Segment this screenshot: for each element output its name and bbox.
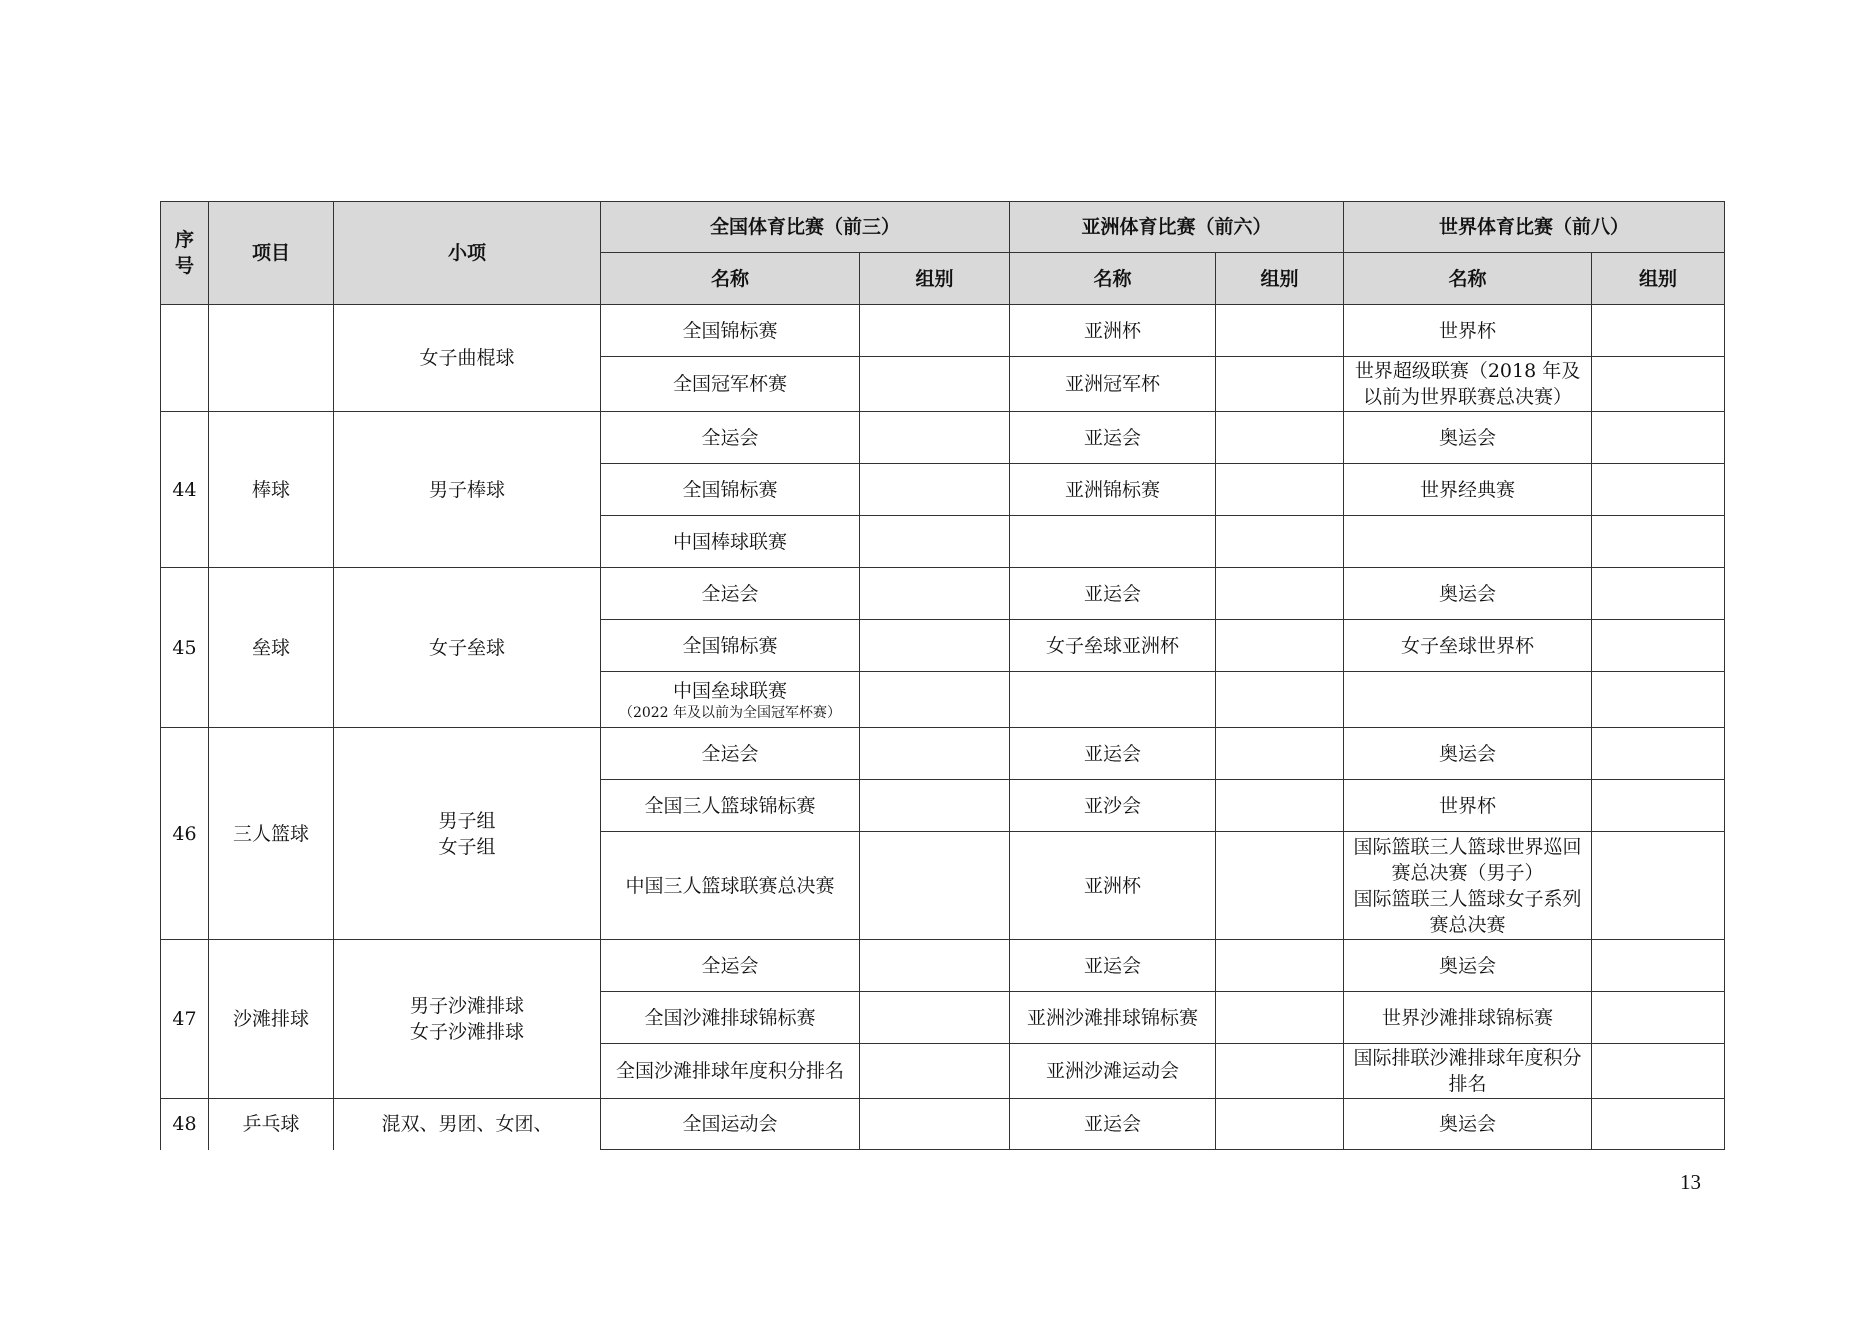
table-row <box>161 412 1725 464</box>
asian-group <box>1216 832 1344 940</box>
sub-item-cell: 男子棒球 <box>334 412 601 568</box>
national-group <box>860 832 1010 940</box>
world-name: 奥运会 <box>1344 568 1592 620</box>
world-name <box>1344 672 1592 728</box>
asian-name: 亚洲杯 <box>1010 832 1216 940</box>
national-name: 全国三人篮球锦标赛 <box>601 780 860 832</box>
header-seq: 序号 <box>161 202 209 305</box>
world-name: 国际排联沙滩排球年度积分排名 <box>1344 1044 1592 1099</box>
world-name-line: 国际篮联三人篮球女子系列赛总决赛 <box>1353 887 1582 936</box>
header-asian: 亚洲体育比赛（前六） <box>1010 202 1344 253</box>
asian-name: 亚运会 <box>1010 728 1216 780</box>
table-row <box>161 1099 1725 1150</box>
world-group <box>1592 832 1725 940</box>
sub-item-cell <box>334 940 601 1099</box>
seq-cell: 47 <box>161 940 209 1099</box>
table-row <box>161 940 1725 992</box>
item-cell: 棒球 <box>209 412 334 568</box>
header-group: 组别 <box>1592 253 1725 305</box>
national-name-note: （2022 年及以前为全国冠军杯赛） <box>618 704 842 721</box>
national-name: 全运会 <box>601 412 860 464</box>
sub-item-cell: 女子曲棍球 <box>334 305 601 412</box>
world-group <box>1592 568 1725 620</box>
asian-name: 亚运会 <box>1010 940 1216 992</box>
header-world: 世界体育比赛（前八） <box>1344 202 1725 253</box>
world-group <box>1592 1099 1725 1150</box>
item-cell <box>209 305 334 412</box>
world-name-line: 国际篮联三人篮球世界巡回赛总决赛（男子） <box>1353 835 1582 884</box>
world-group <box>1592 992 1725 1044</box>
asian-group <box>1216 568 1344 620</box>
national-name: 全运会 <box>601 728 860 780</box>
sub-item-line: 男子组 <box>438 809 496 832</box>
world-name <box>1344 832 1592 940</box>
asian-group <box>1216 728 1344 780</box>
national-group <box>860 412 1010 464</box>
national-name: 全国运动会 <box>601 1099 860 1150</box>
world-name: 世界经典赛 <box>1344 464 1592 516</box>
asian-name: 亚运会 <box>1010 412 1216 464</box>
national-group <box>860 464 1010 516</box>
world-group <box>1592 412 1725 464</box>
national-name: 全运会 <box>601 568 860 620</box>
world-group <box>1592 940 1725 992</box>
national-group <box>860 780 1010 832</box>
world-group <box>1592 464 1725 516</box>
asian-group <box>1216 412 1344 464</box>
sub-item-line: 女子组 <box>438 835 496 858</box>
national-name: 中国棒球联赛 <box>601 516 860 568</box>
national-group <box>860 1099 1010 1150</box>
seq-cell: 46 <box>161 728 209 940</box>
asian-name: 亚运会 <box>1010 568 1216 620</box>
item-cell: 沙滩排球 <box>209 940 334 1099</box>
asian-group <box>1216 1099 1344 1150</box>
item-cell: 三人篮球 <box>209 728 334 940</box>
world-name: 奥运会 <box>1344 940 1592 992</box>
world-name: 世界杯 <box>1344 780 1592 832</box>
header-group: 组别 <box>1216 253 1344 305</box>
asian-group <box>1216 464 1344 516</box>
world-name: 女子垒球世界杯 <box>1344 620 1592 672</box>
national-name: 中国三人篮球联赛总决赛 <box>601 832 860 940</box>
asian-name: 亚沙会 <box>1010 780 1216 832</box>
world-group <box>1592 305 1725 357</box>
national-group <box>860 516 1010 568</box>
header-sub-item: 小项 <box>334 202 601 305</box>
header-name: 名称 <box>1010 253 1216 305</box>
world-group <box>1592 516 1725 568</box>
sub-item-cell <box>334 728 601 940</box>
asian-group <box>1216 357 1344 412</box>
world-name: 奥运会 <box>1344 412 1592 464</box>
header-row-1 <box>161 202 1725 253</box>
world-group <box>1592 780 1725 832</box>
table-row <box>161 728 1725 780</box>
header-name: 名称 <box>601 253 860 305</box>
national-name: 全国锦标赛 <box>601 305 860 357</box>
national-group <box>860 568 1010 620</box>
table-row <box>161 305 1725 357</box>
national-group <box>860 992 1010 1044</box>
world-name: 奥运会 <box>1344 728 1592 780</box>
asian-name <box>1010 672 1216 728</box>
world-name: 世界沙滩排球锦标赛 <box>1344 992 1592 1044</box>
national-name <box>601 672 860 728</box>
header-group: 组别 <box>860 253 1010 305</box>
asian-group <box>1216 940 1344 992</box>
national-group <box>860 728 1010 780</box>
asian-group <box>1216 1044 1344 1099</box>
world-group <box>1592 1044 1725 1099</box>
national-group <box>860 940 1010 992</box>
competition-table <box>160 201 1725 1150</box>
asian-group <box>1216 992 1344 1044</box>
national-group <box>860 1044 1010 1099</box>
header-name: 名称 <box>1344 253 1592 305</box>
world-group <box>1592 672 1725 728</box>
national-name: 全运会 <box>601 940 860 992</box>
world-name: 奥运会 <box>1344 1099 1592 1150</box>
asian-group <box>1216 620 1344 672</box>
national-group <box>860 357 1010 412</box>
sub-item-line: 男子沙滩排球 <box>409 995 524 1017</box>
asian-name: 亚洲沙滩排球锦标赛 <box>1010 992 1216 1044</box>
national-name-line: 中国垒球联赛 <box>672 679 787 702</box>
world-group <box>1592 620 1725 672</box>
asian-name: 亚洲锦标赛 <box>1010 464 1216 516</box>
national-group <box>860 620 1010 672</box>
sub-item-line: 女子沙滩排球 <box>409 1021 524 1043</box>
sub-item-cell: 混双、男团、女团、 <box>334 1099 601 1150</box>
asian-name: 亚洲杯 <box>1010 305 1216 357</box>
asian-name: 亚洲冠军杯 <box>1010 357 1216 412</box>
national-name: 全国沙滩排球锦标赛 <box>601 992 860 1044</box>
national-name: 全国冠军杯赛 <box>601 357 860 412</box>
world-name: 世界杯 <box>1344 305 1592 357</box>
item-cell: 垒球 <box>209 568 334 728</box>
header-item: 项目 <box>209 202 334 305</box>
world-name: 世界超级联赛（2018 年及以前为世界联赛总决赛） <box>1344 357 1592 412</box>
seq-cell: 48 <box>161 1099 209 1150</box>
asian-name: 女子垒球亚洲杯 <box>1010 620 1216 672</box>
national-name: 全国锦标赛 <box>601 464 860 516</box>
world-name <box>1344 516 1592 568</box>
table-row <box>161 568 1725 620</box>
asian-name: 亚洲沙滩运动会 <box>1010 1044 1216 1099</box>
national-name: 全国锦标赛 <box>601 620 860 672</box>
asian-group <box>1216 780 1344 832</box>
header-national: 全国体育比赛（前三） <box>601 202 1010 253</box>
national-name: 全国沙滩排球年度积分排名 <box>601 1044 860 1099</box>
national-group <box>860 305 1010 357</box>
national-group <box>860 672 1010 728</box>
asian-group <box>1216 305 1344 357</box>
asian-group <box>1216 672 1344 728</box>
asian-name <box>1010 516 1216 568</box>
page-number: 13 <box>1680 1170 1701 1194</box>
world-group <box>1592 357 1725 412</box>
asian-group <box>1216 516 1344 568</box>
world-group <box>1592 728 1725 780</box>
sub-item-cell: 女子垒球 <box>334 568 601 728</box>
seq-cell: 44 <box>161 412 209 568</box>
seq-cell: 45 <box>161 568 209 728</box>
item-cell: 乒乓球 <box>209 1099 334 1150</box>
asian-name: 亚运会 <box>1010 1099 1216 1150</box>
seq-cell <box>161 305 209 412</box>
